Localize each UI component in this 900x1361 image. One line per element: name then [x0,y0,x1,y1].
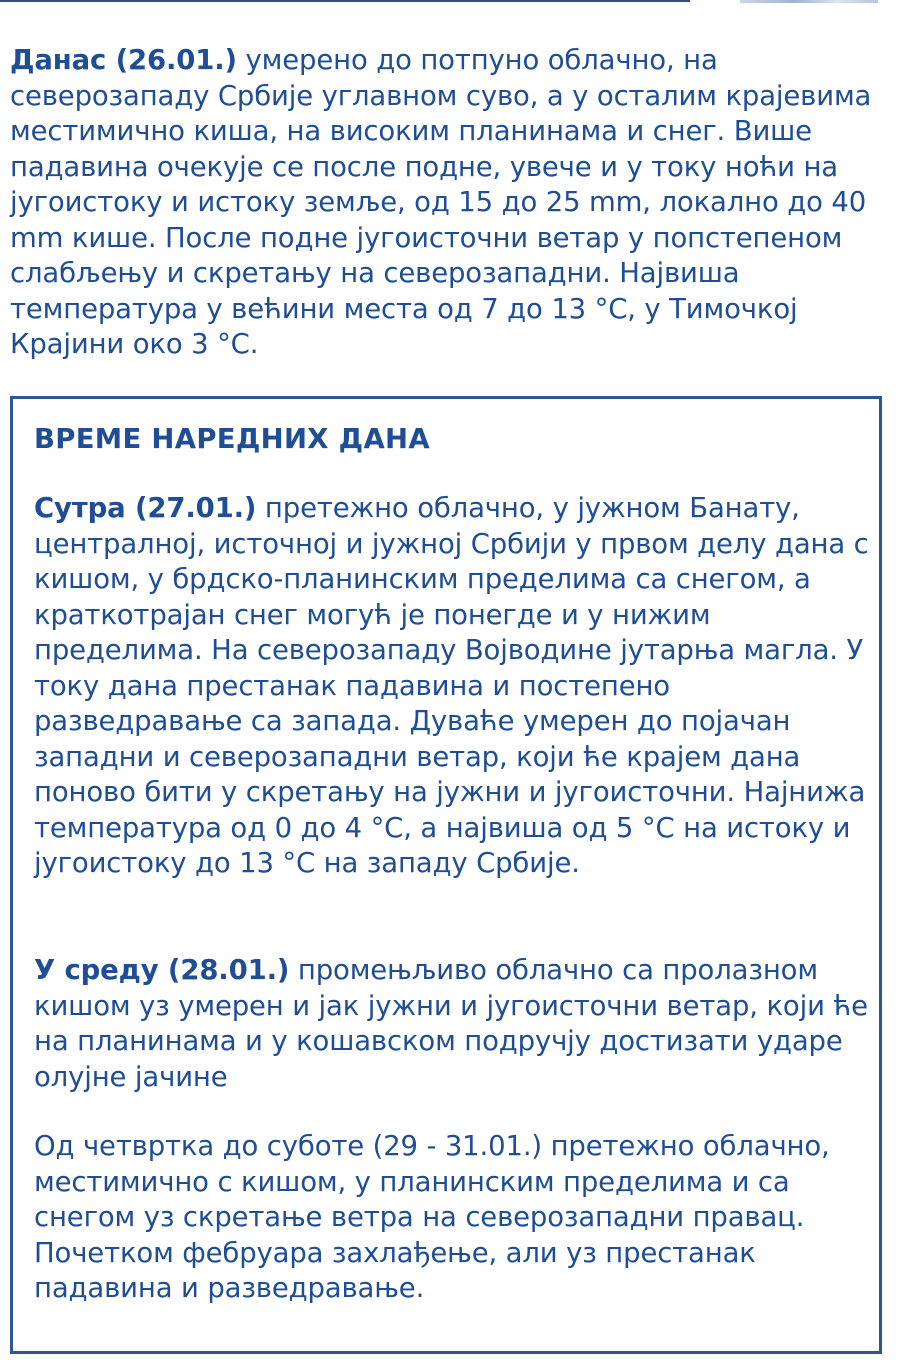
today-forecast-paragraph [10,43,895,363]
next-days-forecast-box [10,396,882,1354]
wednesday-text: промењљиво облачно са пролазном кишом уз умерен и јак јужни и југоисточни ветар, који ће на планинама и у кошавском подручју достизати ударе олујне јачине [34,954,868,1093]
wednesday-forecast-paragraph [34,953,874,1095]
tomorrow-lead: Сутра (27.01.) [34,492,257,524]
thursday-saturday-forecast-paragraph: Од четвртка до суботе (29 - 31.01.) претежно облачно, местимично с кишом, у планинским пределима и са снегом уз скретање ветра на северозападни правац. Почетком фебруара захлађење, али уз престанак падавина и разведравање. [34,1130,830,1304]
tomorrow-text: претежно облачно, у јужном Банату, централној, источној и јужној Србији у првом делу дана с кишом, у брдско-планинским пределима са снегом, а краткотрајан снег могућ је понегде и у нижим пределима. На северозападу Војводине јутарња магла. У току дана престанак падавина и постепено разведравање са запада. Дуваће умерен до појачан западни и северозападни ветар, који ће крајем дана поново бити у скретању на јужни и југоисточни. Најнижа температура од 0 до 4 °C, а највиша од 5 °C на истоку и југоистоку до 13 °C на западу Србије. [34,492,869,879]
today-text: умерено до потпуно облачно, на северозападу Србије углавном суво, а у осталим крајевима местимично киша, на високим планинама и снег. Више падавина очекује се после подне, увече и у току ноћи на југоистоку и истоку земље, од 15 до 25 mm, локално до 40 mm кише. После подне југоисточни ветар у попстепеном слабљењу и скретању на северозападни. Највиша температура у већини места од 7 до 13 °C, у Тимочкој Крајини око 3 °C. [10,44,872,360]
today-lead: Данас (26.01.) [10,44,237,76]
tomorrow-forecast-paragraph [34,491,874,882]
wednesday-lead: У среду (28.01.) [34,954,290,986]
next-days-title: ВРЕМЕ НАРЕДНИХ ДАНА [34,423,430,455]
top-divider [0,0,690,2]
top-image-fragment [740,0,878,3]
